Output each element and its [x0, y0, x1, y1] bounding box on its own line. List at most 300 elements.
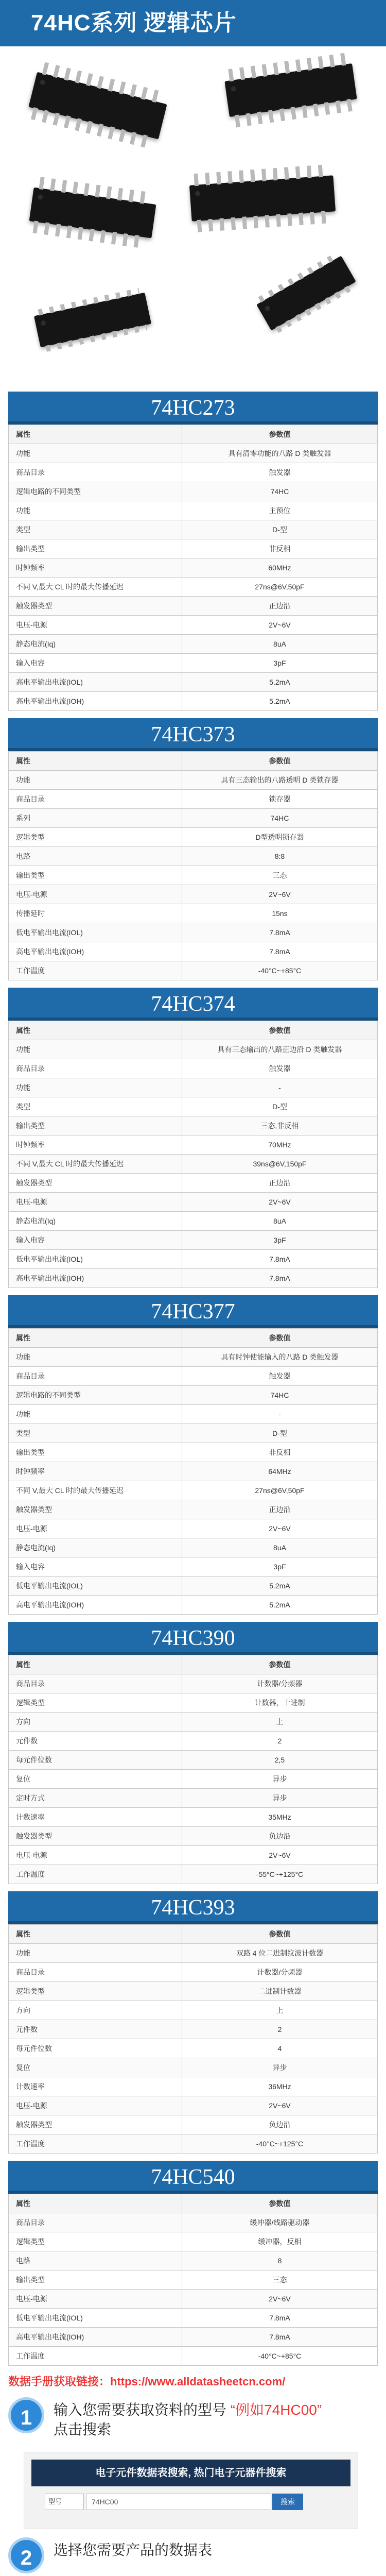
table-row [9, 2347, 378, 2366]
attribute-cell: 电路 [9, 2251, 182, 2270]
page-title: 74HC系列 逻辑芯片 [0, 0, 386, 46]
value-cell: 39ns@6V,150pF [182, 1155, 377, 1174]
value-cell: 3pF [182, 1231, 377, 1250]
attribute-cell: 方向 [9, 1713, 182, 1732]
table-row [9, 1367, 378, 1386]
table-row [9, 558, 378, 578]
value-cell: 7.8mA [182, 1269, 377, 1288]
step-text-example: “例如74HC00” [230, 2402, 322, 2418]
attribute-cell: 电压-电源 [9, 1846, 182, 1865]
attribute-cell: 逻辑电路的不同类型 [9, 482, 182, 501]
value-cell: 2V~6V [182, 2290, 377, 2309]
step-number: 2 [8, 2537, 44, 2573]
step-2 [8, 2537, 378, 2573]
table-row [9, 1789, 378, 1808]
spec-table [8, 1328, 378, 1615]
value-cell: 非反相 [182, 1443, 377, 1462]
table-row [9, 2290, 378, 2309]
table-row [9, 923, 378, 942]
attribute-cell: 商品目录 [9, 1963, 182, 1982]
attribute-cell: 低电平输出电流(IOL) [9, 1250, 182, 1269]
attribute-cell: 时钟频率 [9, 1136, 182, 1155]
value-cell: 计数器，十进制 [182, 1693, 377, 1713]
value-cell: 2V~6V [182, 2096, 377, 2115]
value-cell: 2V~6V [182, 616, 377, 635]
table-row [9, 692, 378, 711]
value-cell: 2 [182, 2020, 377, 2039]
value-cell: 8uA [182, 1538, 377, 1557]
value-cell: 70MHz [182, 1136, 377, 1155]
attribute-cell: 工作温度 [9, 2134, 182, 2154]
value-cell: D-型 [182, 1097, 377, 1116]
search-button[interactable]: 搜索 [272, 2494, 303, 2510]
spec-table [8, 1021, 378, 1288]
value-cell: 三态,非反相 [182, 1116, 377, 1136]
value-cell: 锁存器 [182, 790, 377, 809]
chip-pins [38, 288, 139, 315]
value-cell: 3pF [182, 1557, 377, 1577]
value-cell: 三态 [182, 2270, 377, 2290]
attribute-cell: 输入电容 [9, 1557, 182, 1577]
value-cell: 触发器 [182, 463, 377, 482]
attribute-cell: 定时方式 [9, 1789, 182, 1808]
value-cell: 负边沿 [182, 1827, 377, 1846]
table-row [9, 847, 378, 866]
attribute-cell: 电压-电源 [9, 616, 182, 635]
table-row [9, 597, 378, 616]
table-row [9, 809, 378, 828]
table-header-row [9, 2194, 378, 2213]
column-header: 属性 [9, 1329, 182, 1348]
attribute-cell: 功能 [9, 1348, 182, 1367]
attribute-cell: 工作温度 [9, 2347, 182, 2366]
value-cell: -55°C~+125°C [182, 1865, 377, 1884]
attribute-cell: 功能 [9, 1078, 182, 1097]
table-row [9, 2039, 378, 2058]
table-row [9, 771, 378, 790]
value-cell: 5.2mA [182, 673, 377, 692]
column-header: 属性 [9, 1925, 182, 1944]
value-cell: 触发器 [182, 1367, 377, 1386]
column-header: 参数值 [182, 1925, 377, 1944]
attribute-cell: 计数速率 [9, 1808, 182, 1827]
table-row [9, 1827, 378, 1846]
table-row [9, 2096, 378, 2115]
value-cell: 74HC [182, 482, 377, 501]
value-cell: 7.8mA [182, 2328, 377, 2347]
table-row [9, 2020, 378, 2039]
attribute-cell: 元件数 [9, 1732, 182, 1751]
attribute-cell: 静态电流(Iq) [9, 1212, 182, 1231]
attribute-cell: 元件数 [9, 2020, 182, 2039]
value-cell: 上 [182, 1713, 377, 1732]
attribute-cell: 高电平输出电流(IOH) [9, 692, 182, 711]
table-74hc373 [0, 718, 386, 980]
table-row [9, 1557, 378, 1577]
table-row [9, 1481, 378, 1500]
column-header: 属性 [9, 2194, 182, 2213]
spec-table [8, 1655, 378, 1884]
value-cell: 7.8mA [182, 942, 377, 961]
column-header: 参数值 [182, 2194, 377, 2213]
attribute-cell: 每元件位数 [9, 1751, 182, 1770]
attribute-cell: 低电平输出电流(IOL) [9, 923, 182, 942]
chip-image-dip-1 [28, 72, 167, 140]
attribute-cell: 复位 [9, 1770, 182, 1789]
table-header-row [9, 1021, 378, 1040]
attribute-cell: 商品目录 [9, 1674, 182, 1693]
attribute-cell: 输出类型 [9, 1443, 182, 1462]
value-cell: 27ns@6V,50pF [182, 578, 377, 597]
hero-banner [0, 0, 386, 392]
value-cell: 二进制计数器 [182, 1982, 377, 2001]
attribute-cell: 高电平输出电流(IOL) [9, 673, 182, 692]
guide-section [0, 2373, 386, 2576]
value-cell: D-型 [182, 1424, 377, 1443]
table-row [9, 1770, 378, 1789]
attribute-cell: 逻辑类型 [9, 2232, 182, 2251]
table-row [9, 616, 378, 635]
value-cell: 计数器/分频器 [182, 1963, 377, 1982]
chip-pins [32, 221, 146, 248]
search-type-select[interactable]: 型号 [45, 2494, 84, 2510]
table-row [9, 1155, 378, 1174]
table-row [9, 942, 378, 961]
table-row [9, 1963, 378, 1982]
spec-table [8, 751, 378, 980]
attribute-cell: 电压-电源 [9, 885, 182, 904]
chip-image-sop-1 [34, 293, 151, 347]
attribute-cell: 高电平输出电流(IOH) [9, 942, 182, 961]
table-row [9, 1269, 378, 1288]
attribute-cell: 方向 [9, 2001, 182, 2020]
chip-image-dip-4 [189, 175, 336, 221]
attribute-cell: 不同 V,最大 CL 时的最大传播延迟 [9, 1155, 182, 1174]
table-row [9, 539, 378, 558]
attribute-cell: 商品目录 [9, 463, 182, 482]
attribute-cell: 工作温度 [9, 961, 182, 980]
attribute-cell: 逻辑类型 [9, 1982, 182, 2001]
table-row [9, 961, 378, 980]
table-row [9, 1174, 378, 1193]
table-row [9, 2328, 378, 2347]
value-cell: 8uA [182, 1212, 377, 1231]
attribute-cell: 输出类型 [9, 539, 182, 558]
column-header: 参数值 [182, 1329, 377, 1348]
attribute-cell: 触发器类型 [9, 1174, 182, 1193]
table-row [9, 1078, 378, 1097]
table-row [9, 1674, 378, 1693]
chip-pins [258, 253, 337, 302]
spec-table [8, 2194, 378, 2366]
chip-pins [197, 211, 331, 232]
table-row [9, 1212, 378, 1231]
table-74hc273 [0, 392, 386, 711]
value-cell: 非反相 [182, 539, 377, 558]
table-header-row [9, 1329, 378, 1348]
table-row [9, 1443, 378, 1462]
value-cell: 上 [182, 2001, 377, 2020]
column-header: 属性 [9, 425, 182, 444]
table-row [9, 2251, 378, 2270]
table-row [9, 654, 378, 673]
table-row [9, 904, 378, 923]
table-74hc374 [0, 988, 386, 1288]
value-cell: 负边沿 [182, 2115, 377, 2134]
value-cell: 异步 [182, 1770, 377, 1789]
value-cell: 双路 4 位二进制纹波计数器 [182, 1944, 377, 1963]
table-row [9, 2058, 378, 2077]
column-header: 参数值 [182, 1655, 377, 1674]
table-row [9, 1424, 378, 1443]
value-cell: 2V~6V [182, 1846, 377, 1865]
step-1 [8, 2397, 378, 2439]
table-74hc377 [0, 1295, 386, 1615]
value-cell: 缓冲器/线路驱动器 [182, 2213, 377, 2232]
value-cell: 8uA [182, 635, 377, 654]
value-cell: 异步 [182, 1789, 377, 1808]
value-cell: D型透明锁存器 [182, 828, 377, 847]
spec-table [8, 1924, 378, 2154]
chip-pins [275, 284, 354, 333]
attribute-cell: 触发器类型 [9, 597, 182, 616]
table-74hc393 [0, 1891, 386, 2154]
table-row [9, 520, 378, 539]
attribute-cell: 输出类型 [9, 2270, 182, 2290]
table-row [9, 1040, 378, 1059]
table-title: 74HC373 [8, 718, 378, 751]
table-row [9, 2001, 378, 2020]
search-input[interactable]: 74HC00 [86, 2494, 271, 2510]
attribute-cell: 电路 [9, 847, 182, 866]
table-row [9, 1097, 378, 1116]
column-header: 属性 [9, 1655, 182, 1674]
attribute-cell: 电压-电源 [9, 2096, 182, 2115]
table-row [9, 2115, 378, 2134]
attribute-cell: 高电平输出电流(IOH) [9, 2328, 182, 2347]
value-cell: 5.2mA [182, 1577, 377, 1596]
value-cell: 缓冲器，反相 [182, 2232, 377, 2251]
attribute-cell: 功能 [9, 1040, 182, 1059]
attribute-cell: 高电平输出电流(IOH) [9, 1596, 182, 1615]
column-header: 属性 [9, 752, 182, 771]
table-row [9, 1519, 378, 1538]
step-text-a: 输入您需要获取资料的型号 [54, 2402, 227, 2418]
attribute-cell: 电压-电源 [9, 1519, 182, 1538]
value-cell: -40°C~+85°C [182, 2347, 377, 2366]
table-header-row [9, 1655, 378, 1674]
value-cell: 2,5 [182, 1751, 377, 1770]
value-cell: 7.8mA [182, 2309, 377, 2328]
attribute-cell: 功能 [9, 1944, 182, 1963]
column-header: 参数值 [182, 425, 377, 444]
attribute-cell: 功能 [9, 771, 182, 790]
value-cell: 8:8 [182, 847, 377, 866]
attribute-cell: 低电平输出电流(IOL) [9, 1577, 182, 1596]
table-row [9, 1846, 378, 1865]
attribute-cell: 工作温度 [9, 1865, 182, 1884]
value-cell: 正边沿 [182, 1174, 377, 1193]
table-row [9, 2077, 378, 2096]
value-cell: 35MHz [182, 1808, 377, 1827]
attribute-cell: 静态电流(Iq) [9, 635, 182, 654]
chip-pins [194, 164, 328, 186]
attribute-cell: 功能 [9, 1405, 182, 1424]
table-title: 74HC540 [8, 2161, 378, 2194]
table-row [9, 1193, 378, 1212]
search-banner: 电子元件数据表搜索, 热门电子元器件搜索 [31, 2460, 350, 2486]
value-cell: 64MHz [182, 1462, 377, 1481]
table-row [9, 828, 378, 847]
step-number: 1 [8, 2397, 44, 2433]
attribute-cell: 时钟频率 [9, 1462, 182, 1481]
attribute-cell: 触发器类型 [9, 1827, 182, 1846]
table-row [9, 2270, 378, 2290]
value-cell: 具有时钟使能输入的八路 D 类触发器 [182, 1348, 377, 1367]
table-row [9, 635, 378, 654]
table-row [9, 444, 378, 463]
value-cell: - [182, 1078, 377, 1097]
table-row [9, 1231, 378, 1250]
value-cell: 74HC [182, 809, 377, 828]
table-title: 74HC393 [8, 1891, 378, 1924]
value-cell: 2V~6V [182, 1193, 377, 1212]
attribute-cell: 逻辑类型 [9, 1693, 182, 1713]
chip-pins [235, 99, 354, 128]
attribute-cell: 传播延时 [9, 904, 182, 923]
value-cell: 7.8mA [182, 923, 377, 942]
attribute-cell: 不同 V,最大 CL 时的最大传播延迟 [9, 1481, 182, 1500]
value-cell: 触发器 [182, 1059, 377, 1078]
chip-image-dip-2 [224, 63, 357, 117]
attribute-cell: 复位 [9, 2058, 182, 2077]
value-cell: D-型 [182, 520, 377, 539]
table-row [9, 2309, 378, 2328]
table-row [9, 1116, 378, 1136]
value-cell: -40°C~+85°C [182, 961, 377, 980]
attribute-cell: 逻辑类型 [9, 828, 182, 847]
table-header-row [9, 1925, 378, 1944]
table-row [9, 790, 378, 809]
table-header-row [9, 752, 378, 771]
attribute-cell: 计数速率 [9, 2077, 182, 2096]
table-row [9, 1732, 378, 1751]
table-row [9, 1982, 378, 2001]
attribute-cell: 触发器类型 [9, 2115, 182, 2134]
step-text: 选择您需要产品的数据表 [54, 2542, 213, 2558]
table-row [9, 1462, 378, 1481]
attribute-cell: 低电平输出电流(IOL) [9, 2309, 182, 2328]
attribute-cell: 逻辑电路的不同类型 [9, 1386, 182, 1405]
attribute-cell: 电压-电源 [9, 1193, 182, 1212]
attribute-cell: 商品目录 [9, 1367, 182, 1386]
table-row [9, 2134, 378, 2154]
table-row [9, 866, 378, 885]
table-row [9, 1865, 378, 1884]
attribute-cell: 商品目录 [9, 2213, 182, 2232]
chip-pins [45, 325, 147, 352]
table-row [9, 501, 378, 520]
column-header: 参数值 [182, 752, 377, 771]
table-row [9, 885, 378, 904]
value-cell: 7.8mA [182, 1250, 377, 1269]
table-row [9, 578, 378, 597]
table-row [9, 1136, 378, 1155]
table-row [9, 1250, 378, 1269]
attribute-cell: 每元件位数 [9, 2039, 182, 2058]
step-text-b: 点击搜索 [54, 2421, 112, 2437]
spec-table [8, 425, 378, 711]
attribute-cell: 时钟频率 [9, 558, 182, 578]
attribute-cell: 系列 [9, 809, 182, 828]
attribute-cell: 输出类型 [9, 866, 182, 885]
spec-tables [0, 392, 386, 2366]
table-row [9, 1500, 378, 1519]
attribute-cell: 电压-电源 [9, 2290, 182, 2309]
table-row [9, 1808, 378, 1827]
value-cell: 2 [182, 1732, 377, 1751]
datasheet-link[interactable]: 数据手册获取链接：https://www.alldatasheetcn.com/ [8, 2375, 286, 2388]
attribute-cell: 触发器类型 [9, 1500, 182, 1519]
chip-image-sop-2 [256, 256, 356, 330]
value-cell: -40°C~+125°C [182, 2134, 377, 2154]
table-row [9, 1386, 378, 1405]
table-title: 74HC374 [8, 988, 378, 1021]
chip-image-dip-3 [29, 188, 156, 239]
attribute-cell: 类型 [9, 520, 182, 539]
column-header: 属性 [9, 1021, 182, 1040]
value-cell: 8 [182, 2251, 377, 2270]
value-cell: 异步 [182, 2058, 377, 2077]
value-cell: 36MHz [182, 2077, 377, 2096]
attribute-cell: 输入电容 [9, 654, 182, 673]
step-text [54, 2397, 322, 2439]
value-cell: 60MHz [182, 558, 377, 578]
value-cell: 74HC [182, 1386, 377, 1405]
table-row [9, 2232, 378, 2251]
table-row [9, 2213, 378, 2232]
column-header: 参数值 [182, 1021, 377, 1040]
table-row [9, 463, 378, 482]
value-cell: 具有清零功能的八路 D 类触发器 [182, 444, 377, 463]
value-cell: 具有三态输出的八路正边沿 D 类触发器 [182, 1040, 377, 1059]
attribute-cell: 商品目录 [9, 790, 182, 809]
chip-pins [31, 107, 154, 149]
value-cell: 5.2mA [182, 692, 377, 711]
chip-pins [228, 53, 347, 82]
value-cell: - [182, 1405, 377, 1424]
value-cell: 主预位 [182, 501, 377, 520]
chip-pins [39, 177, 152, 205]
table-row [9, 482, 378, 501]
table-row [9, 1405, 378, 1424]
value-cell: 正边沿 [182, 597, 377, 616]
value-cell: 15ns [182, 904, 377, 923]
attribute-cell: 不同 V,最大 CL 时的最大传播延迟 [9, 578, 182, 597]
table-row [9, 1751, 378, 1770]
attribute-cell: 静态电流(Iq) [9, 1538, 182, 1557]
value-cell: 2V~6V [182, 885, 377, 904]
attribute-cell: 商品目录 [9, 1059, 182, 1078]
table-row [9, 1944, 378, 1963]
table-header-row [9, 425, 378, 444]
value-cell: 三态 [182, 866, 377, 885]
value-cell: 计数器/分频器 [182, 1674, 377, 1693]
table-title: 74HC273 [8, 392, 378, 425]
attribute-cell: 功能 [9, 501, 182, 520]
table-row [9, 673, 378, 692]
attribute-cell: 类型 [9, 1097, 182, 1116]
